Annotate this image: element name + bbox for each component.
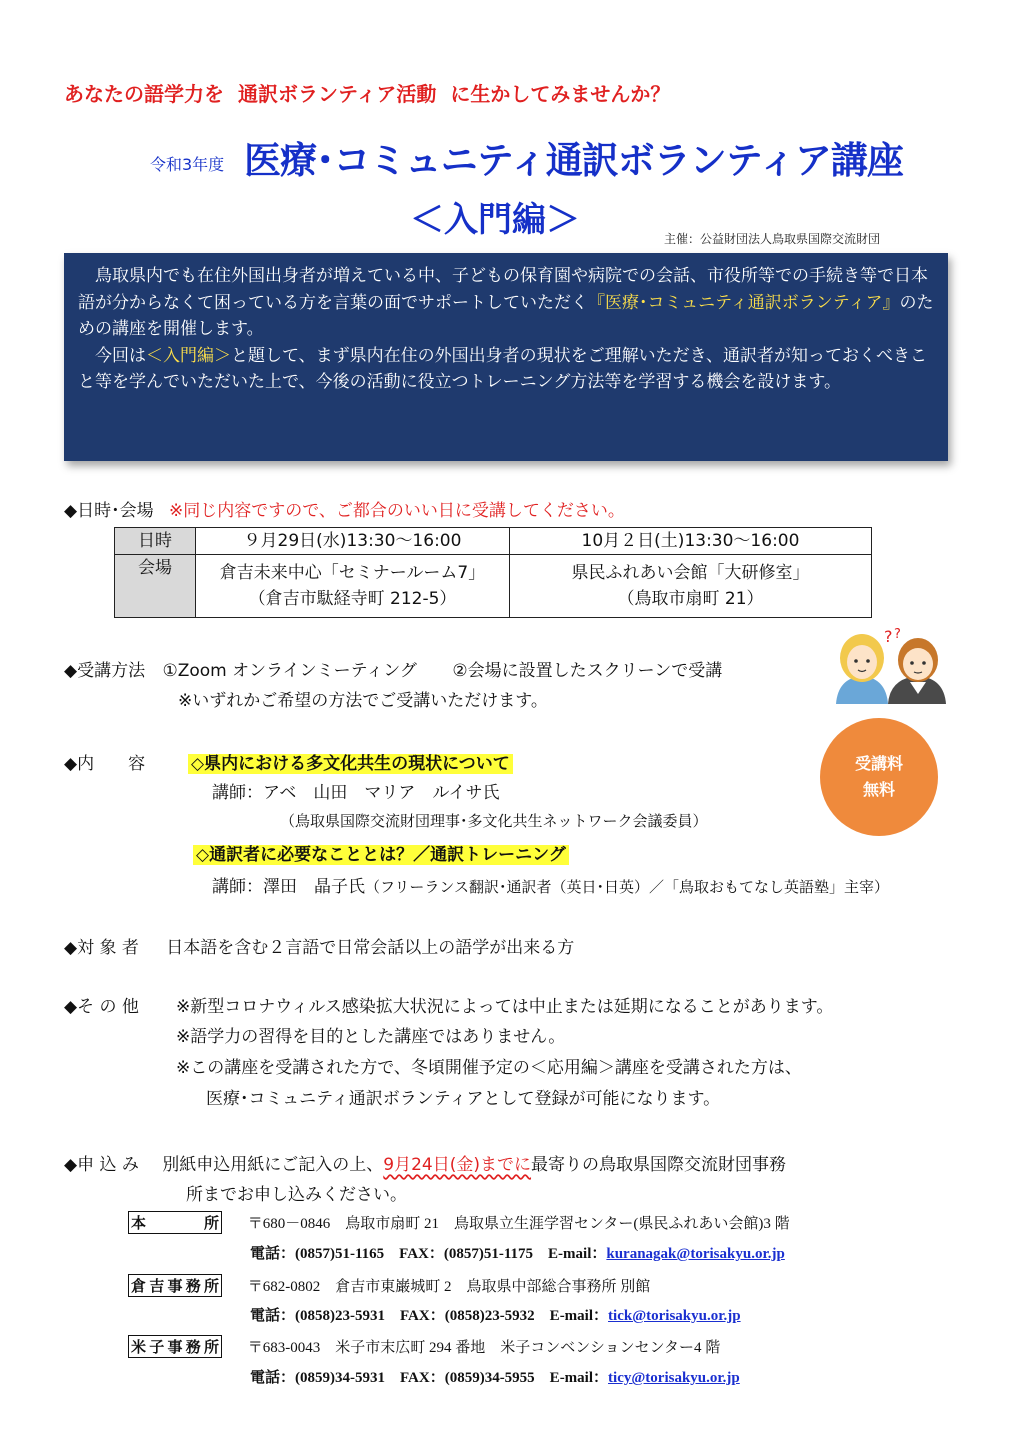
fee-badge xyxy=(820,718,938,836)
intro-box xyxy=(64,253,948,461)
intro-p2-text-b: と題して、まず県内在住の外国出身者の現状をご理解いただき、通訳者が知っておくべきこと等を学んでいただいた上で、今後の活動に役立つトレーニング方法等を学習する機会を設けます。 xyxy=(78,345,927,392)
office-email-link[interactable]: kuranagak@torisakyu.or.jp xyxy=(606,1246,785,1262)
day2-venue-cell xyxy=(510,555,872,618)
topic-2-title: ◇通訳者に必要なこととは？／通訳トレーニング xyxy=(193,845,569,865)
office-address: 〒680－0846 鳥取市扇町 21 鳥取県立生涯学習センター(県民ふれあい会館)3 階 xyxy=(247,1216,790,1232)
question-icon: ? xyxy=(884,627,893,646)
row-header-date: 日時 xyxy=(115,528,196,555)
office-address: 〒683-0043 米子市末広町 294 番地 米子コンベンションセンター4 階 xyxy=(247,1340,721,1356)
office-kurayoshi xyxy=(128,1274,650,1297)
people-illustration xyxy=(822,626,952,706)
office-email-link[interactable]: ticy@torisakyu.or.jp xyxy=(608,1370,740,1386)
page-subtitle: ＜入門編＞ xyxy=(410,200,580,240)
office-contact xyxy=(250,1242,785,1263)
schedule-section xyxy=(64,496,625,521)
target-label: ◆対 象 者 xyxy=(64,938,139,958)
day2-date: 10月２日(土)13:30～16:00 xyxy=(510,528,872,555)
method-option-1: ①Zoom オンラインミーティング xyxy=(162,661,417,681)
method-section xyxy=(64,656,722,681)
method-note: ※いずれかご希望の方法でご受講いただけます。 xyxy=(178,691,548,711)
office-name: 本 所 xyxy=(128,1211,222,1234)
fee-label: 受講料 xyxy=(854,754,903,773)
schedule-note: ※同じ内容ですので、ご都合のいい日に受講してください。 xyxy=(168,501,625,521)
content-topic-2 xyxy=(193,840,569,865)
day1-venue-cell xyxy=(196,555,510,618)
topic-1-title: ◇県内における多文化共生の現状について xyxy=(188,754,513,774)
lecturer-2-role: （フリーランス翻訳･通訳者（英日･日英）／「鳥取おもてなし英語塾」主宰） xyxy=(365,878,889,896)
tagline-part-2: 通訳ボランティア活動 xyxy=(238,82,437,106)
day1-venue: 倉吉未来中心「セミナールーム7」 xyxy=(219,563,486,583)
office-contact-text: 電話：(0858)23-5931 FAX：(0858)23-5932 E-mail： xyxy=(250,1308,609,1324)
organizer: 主催：公益財団法人鳥取県国際交流財団 xyxy=(664,232,881,246)
office-contact xyxy=(250,1366,740,1387)
method-label: ◆受講方法 xyxy=(64,661,146,681)
intro-paragraph-2 xyxy=(78,343,936,396)
office-email-link[interactable]: tick@torisakyu.or.jp xyxy=(608,1308,741,1324)
other-note-1: ※新型コロナウィルス感染拡大状況によっては中止または延期になることがあります。 xyxy=(176,997,834,1017)
target-section xyxy=(64,933,574,958)
intro-p1-text-a: 鳥取県内でも在住外国出身者が増えている中、子どもの保育園や病院での会話、市役所等での手続き等で日本語が分からなくて困っている方を言葉の面でサポートしていただく xyxy=(78,266,928,313)
method-option-2: ②会場に設置したスクリーンで受講 xyxy=(452,661,723,681)
table-row xyxy=(115,528,872,555)
other-label: ◆そ の 他 xyxy=(64,997,139,1017)
office-name: 倉吉事務所 xyxy=(128,1274,222,1297)
schedule-table xyxy=(114,527,872,618)
intro-p2-highlight: ＜入門編＞ xyxy=(146,345,231,366)
tagline-part-3: に生かしてみませんか？ xyxy=(450,82,671,106)
apply-label: ◆申 込 み xyxy=(64,1155,139,1175)
fiscal-year: 令和3年度 xyxy=(150,155,225,174)
intro-p1-text-b: のための講座を開催します。 xyxy=(78,292,934,339)
apply-text-c: 所までお申し込みください。 xyxy=(186,1185,407,1205)
schedule-label: ◆日時･会場 xyxy=(64,501,154,521)
office-contact-text: 電話：(0857)51-1165 FAX：(0857)51-1175 E-mail： xyxy=(250,1246,607,1262)
office-head xyxy=(128,1211,790,1234)
day1-address: （倉吉市駄経寺町 212-5） xyxy=(248,589,457,609)
other-note-2: ※語学力の習得を目的とした講座ではありません。 xyxy=(176,1027,566,1047)
fee-value: 無料 xyxy=(862,780,895,799)
office-yonago xyxy=(128,1335,720,1358)
other-note-3-continued: 医療･コミュニティ通訳ボランティアとして登録が可能になります。 xyxy=(206,1089,721,1109)
other-note-3: ※この講座を受講された方で、冬頃開催予定の＜応用編＞講座を受講された方は、 xyxy=(176,1058,802,1078)
tagline-part-1: あなたの語学力を xyxy=(64,82,224,106)
apply-text-b: 最寄りの鳥取県国際交流財団事務 xyxy=(531,1155,787,1175)
intro-paragraph-1 xyxy=(78,263,936,343)
person-icon xyxy=(888,638,946,704)
content-label: ◆内 容 xyxy=(64,754,146,774)
tagline xyxy=(64,78,684,107)
apply-section xyxy=(64,1150,786,1175)
apply-deadline: 9月24日(金)までに xyxy=(383,1155,532,1175)
content-topic-1 xyxy=(188,749,513,774)
office-address: 〒682-0802 倉吉市東巌城町 2 鳥取県中部総合事務所 別館 xyxy=(247,1279,651,1295)
lecturer-2-name: 講師：澤田 晶子氏 xyxy=(212,877,365,897)
day2-address: （鳥取市扇町 21） xyxy=(617,589,764,609)
office-name: 米子事務所 xyxy=(128,1335,222,1358)
table-row xyxy=(115,555,872,618)
question-icon: ? xyxy=(894,627,901,642)
target-text: 日本語を含む２言語で日常会話以上の語学が出来る方 xyxy=(166,938,575,958)
lecturer-1-role: （鳥取県国際交流財団理事･多文化共生ネットワーク会議委員） xyxy=(280,812,708,830)
lecturer-2 xyxy=(212,872,889,897)
day1-date: ９月29日(水)13:30～16:00 xyxy=(196,528,510,555)
page-title: 医療･コミュニティ通訳ボランティア講座 xyxy=(244,139,903,182)
lecturer-1: 講師：アベ 山田 マリア ルイサ氏 xyxy=(212,783,500,803)
row-header-venue: 会場 xyxy=(115,555,196,618)
day2-venue: 県民ふれあい会館「大研修室」 xyxy=(571,563,810,583)
apply-text-a: 別紙申込用紙にご記入の上、 xyxy=(162,1155,384,1175)
office-contact xyxy=(250,1304,741,1325)
office-contact-text: 電話：(0859)34-5931 FAX：(0859)34-5955 E-mail： xyxy=(250,1370,609,1386)
intro-p1-highlight: 『医療･コミュニティ通訳ボランティア』 xyxy=(588,292,900,313)
person-icon xyxy=(836,634,888,704)
intro-p2-text-a: 今回は xyxy=(95,345,146,366)
